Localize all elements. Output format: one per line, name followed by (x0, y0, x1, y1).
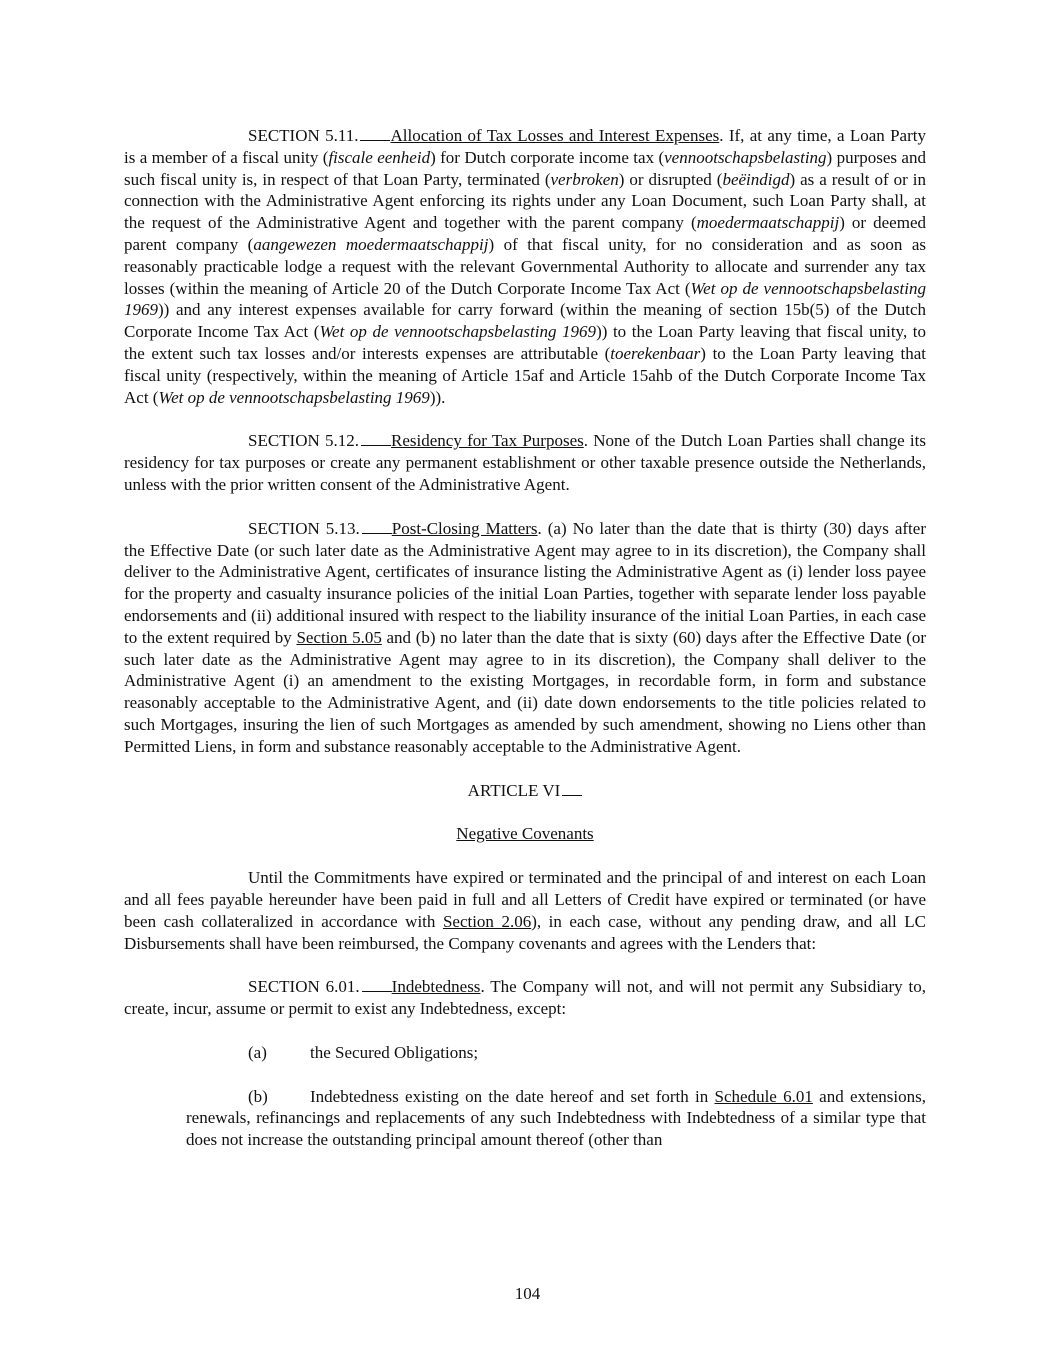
text: . The Company will not, and will not permit any Subsidiary to, create, incur, assume or permit to exist any Indebtedness, except: (124, 977, 926, 1019)
text: Indebtedness existing on the date hereof and set forth in (310, 1086, 715, 1106)
clause-a (124, 1042, 926, 1064)
section-number: SECTION 5.12. (248, 431, 360, 451)
text: . (a) No later than the date that is thirty (30) days after the Effective Date (or such later date as the Administrative Agent may agree to in its discretion), the Company shall deliver to the Administrative Agent, certificates of insurance listing the Administrative Agent as (i) lender loss payee for the property and casualty insurance policies of the initial Loan Parties, together with separate lender loss payable endorsements and (ii) additional insured with respect to the liability insurance of the initial Loan Parties, in each case to the extent required by (124, 518, 926, 647)
page-number: 104 (514, 1284, 541, 1303)
article-title (124, 823, 926, 845)
underline-gap (360, 126, 390, 141)
clause-label: (a) (248, 1042, 267, 1062)
section-number: SECTION 5.11. (248, 126, 359, 145)
text: ) for Dutch corporate income tax ( (430, 147, 665, 167)
section-5-11 (124, 125, 926, 408)
underline-gap (562, 781, 582, 796)
italic-term: Wet op de vennootschapsbelasting 1969 (124, 278, 926, 320)
section-number: SECTION 6.01. (248, 977, 360, 997)
text: ) or disrupted ( (618, 169, 723, 189)
section-title: Allocation of Tax Losses and Interest Expenses (390, 126, 720, 145)
article-number (124, 780, 926, 802)
text: ) as a result of or in connection with the Administrative Agent enforcing its rights under any Loan Document, such Loan Party shall, at the request of the Administrative Agent and together with the parent company ( (124, 169, 926, 233)
text: )). (429, 387, 446, 407)
text: ) of that fiscal unity, for no consideration and as soon as reasonably practicable lodge a request with the relevant Governmental Authority to allocate and surrender any tax losses (within the meaning of Article 20 of the Dutch Corporate Income Tax Act ( (124, 234, 927, 298)
section-5-12 (124, 430, 926, 495)
article-intro (124, 867, 926, 954)
text: ) to the Loan Party leaving that fiscal unity (respectively, within the meaning of Article 15af and Article 15ahb of the Dutch Corporate Income Tax Act ( (124, 343, 926, 407)
italic-term: aangewezen moedermaatschappij (253, 234, 489, 254)
italic-term: fiscale eenheid (328, 147, 431, 167)
text: )) to the Loan Party leaving that fiscal unity, to the extent such tax losses and/or interests expenses are attributable ( (124, 322, 926, 363)
cross-reference-link[interactable]: Section 5.05 (296, 627, 382, 647)
document-page (124, 125, 926, 1173)
italic-term: vennootschapsbelasting (664, 147, 827, 167)
text: and extensions, renewals, refinancings and replacements of any such Indebtedness with Indebtedness of a similar type that does not increase the outstanding principal amount thereof (other than (186, 1086, 926, 1150)
clause-text: the Secured Obligations; (310, 1042, 479, 1062)
cross-reference-link[interactable]: Section 2.06 (442, 911, 532, 931)
cross-reference-link[interactable]: Schedule 6.01 (714, 1086, 813, 1106)
text: . If, at any time, a Loan Party is a member of a fiscal unity ( (124, 126, 926, 167)
text: ) purposes and such fiscal unity is, in respect of that Loan Party, terminated ( (124, 147, 926, 189)
text: ) or deemed parent company ( (124, 213, 926, 254)
italic-term: moedermaatschappij (696, 213, 840, 233)
italic-term: toerekenbaar (610, 343, 701, 363)
clause-b (124, 1086, 926, 1151)
italic-term: Wet op de vennootschapsbelasting 1969 (158, 387, 430, 407)
clause-label: (b) (248, 1086, 268, 1106)
text: )) and any interest expenses available for carry forward (within the meaning of section 15b(5) of the Dutch Corporate Income Tax Act ( (124, 300, 926, 342)
section-number: SECTION 5.13. (248, 518, 360, 538)
text: . None of the Dutch Loan Parties shall change its residency for tax purposes or create any permanent establishment or other taxable presence outside the Netherlands, unless with the prior written consent of the Administrative Agent. (124, 431, 926, 494)
section-title: Indebtedness (391, 977, 481, 997)
text: and (b) no later than the date that is sixty (60) days after the Effective Date (or such later date as the Administrative Agent may agree to in its discretion), the Company shall deliver to the Administrative Agent (i) an amendment to the existing Mortgages, in recordable form, in form and substance reasonably acceptable to the Administrative Agent, and (ii) date down endorsements to the title policies related to such Mortgages, insuring the lien of such Mortgages as amended by such amendment, showing no Liens other than Permitted Liens, in form and substance reasonably acceptable to the Administrative Agent. (124, 627, 927, 756)
italic-term: Wet op de vennootschapsbelasting 1969 (319, 322, 597, 342)
underline-gap (362, 519, 392, 534)
underline-gap (361, 431, 391, 446)
text: ), in each case, without any pending draw, and all LC Disbursements shall have been reimbursed, the Company covenants and agrees with the Lenders that: (124, 911, 926, 953)
underline-gap (362, 977, 392, 992)
section-6-01 (124, 976, 926, 1020)
text: Until the Commitments have expired or terminated and the principal of and interest on each Loan and all fees payable hereunder have been paid in full and all Letters of Credit have expired or terminated (or have been cash collateralized in accordance with (124, 868, 926, 931)
article-title-text: Negative Covenants (456, 824, 594, 844)
italic-term: beëindigd (722, 169, 790, 189)
section-title: Residency for Tax Purposes (391, 431, 584, 451)
article-number-text: ARTICLE VI (467, 780, 561, 800)
italic-term: verbroken (550, 169, 619, 189)
section-title: Post-Closing Matters (391, 518, 538, 538)
section-5-13 (124, 518, 926, 758)
